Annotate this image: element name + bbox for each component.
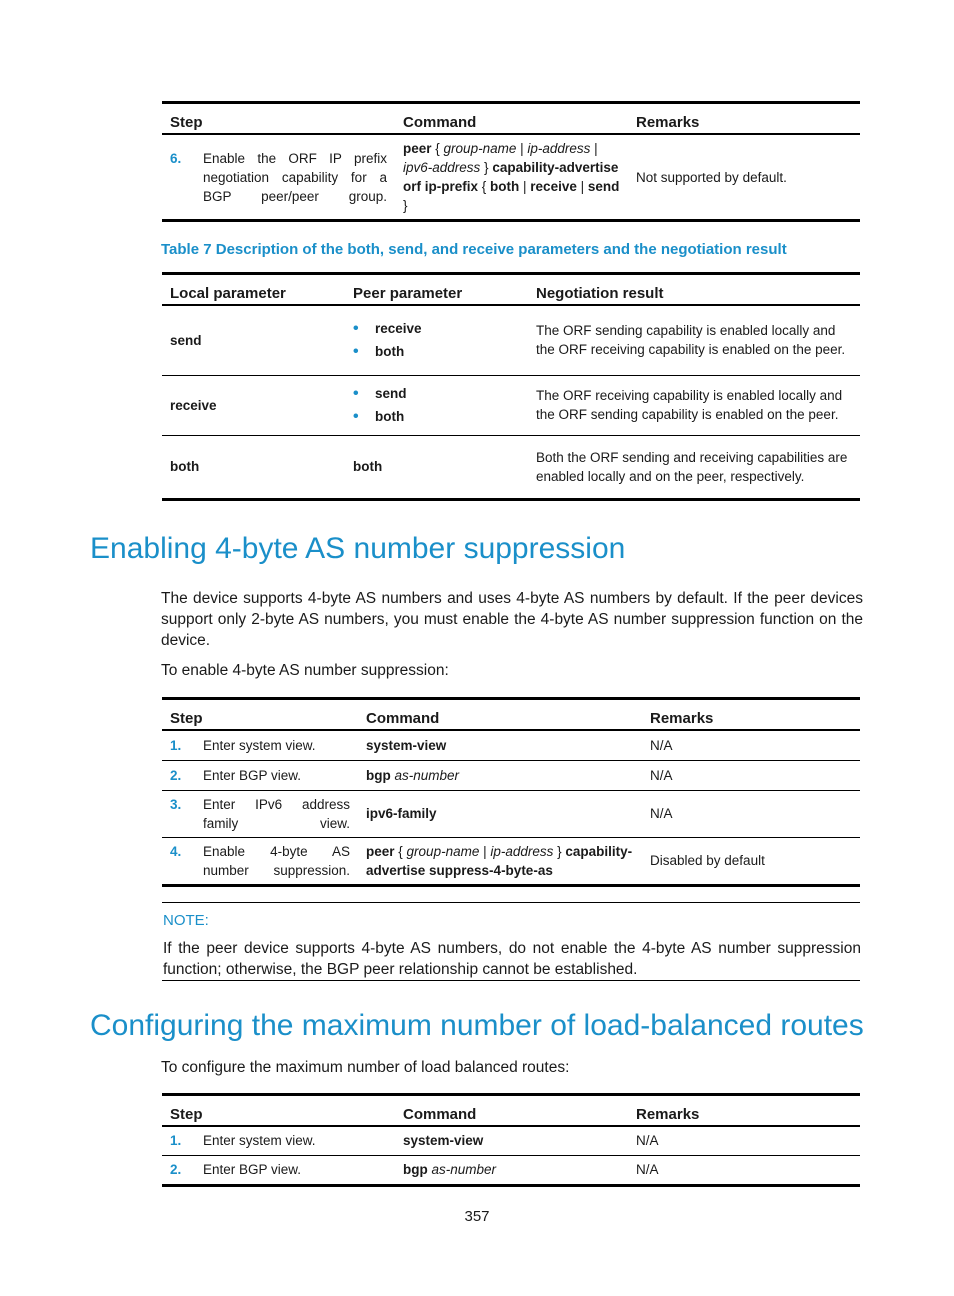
command-cell: peer { group-name | ip-address | ipv6-address } capability-advertise orf ip-prefix { both | receive | send } (403, 141, 620, 213)
command-cell: bgp as-number (403, 1162, 497, 1177)
negotiation-result: The ORF sending capability is enabled locally and the ORF receiving capability is enabled on the peer. (536, 323, 846, 358)
step-number: 4. (170, 843, 182, 859)
step-number: 2. (170, 1162, 182, 1177)
step-number: 1. (170, 1133, 182, 1149)
table-row (162, 760, 860, 790)
negotiation-table (162, 272, 860, 501)
local-parameter: receive (170, 397, 217, 413)
column-header-step: Step (170, 114, 203, 131)
table-row (162, 305, 860, 375)
command-cell: system-view (403, 1133, 484, 1149)
local-parameter: send (170, 332, 202, 348)
negotiation-result: Both the ORF sending and receiving capabilities are enabled locally and on the peer, respectively. (536, 449, 848, 484)
step-number: 2. (170, 767, 182, 783)
list-item: • both (353, 405, 520, 428)
note-text: If the peer device supports 4-byte AS numbers, do not enable the 4-byte AS number suppression function; otherwise, the BGP peer relationship cannot be established. (163, 940, 861, 978)
remarks-cell: N/A (650, 767, 673, 783)
body-paragraph: To configure the maximum number of load balanced routes: (161, 1059, 570, 1076)
table-row (162, 134, 860, 221)
peer-parameter-list (353, 317, 520, 363)
table-row (162, 435, 860, 499)
step-number: 1. (170, 737, 182, 753)
column-header-peer: Peer parameter (353, 285, 463, 302)
column-header-result: Negotiation result (536, 285, 664, 302)
note-label: NOTE: (163, 912, 209, 929)
negotiation-result: The ORF receiving capability is enabled locally and the ORF sending capability is enabled on the peer. (536, 388, 843, 422)
step-description: Enable the ORF IP prefix negotiation capability for a BGP peer/peer group. (203, 150, 387, 204)
command-cell: ipv6-family (366, 806, 437, 821)
table-row (162, 1126, 860, 1155)
table-caption: Table 7 Description of the both, send, and receive parameters and the negotiation result (161, 241, 787, 258)
column-header-local: Local parameter (170, 285, 286, 302)
remarks-cell: Not supported by default. (636, 169, 787, 185)
step-description: Enable 4-byte AS number suppression. (203, 843, 350, 878)
column-header-command: Command (366, 710, 440, 727)
table-row (162, 730, 860, 760)
list-item: • receive (353, 317, 520, 340)
note-box (162, 902, 860, 981)
list-item: • both (353, 340, 520, 363)
step-description: Enter system view. (203, 1133, 316, 1149)
command-cell: bgp as-number (366, 767, 460, 783)
step-number: 6. (170, 150, 182, 166)
remarks-cell: N/A (650, 806, 673, 821)
command-cell: peer { group-name | ip-address } capability-advertise suppress-4-byte-as (366, 843, 633, 878)
step-table-orf (162, 101, 860, 222)
column-header-remarks: Remarks (636, 114, 700, 131)
list-item: • send (353, 382, 520, 405)
remarks-cell: N/A (636, 1162, 659, 1177)
step-description: Enter IPv6 address family view. (203, 796, 350, 831)
column-header-step: Step (170, 1106, 203, 1123)
column-header-step: Step (170, 710, 203, 727)
column-header-command: Command (403, 1106, 477, 1123)
local-parameter: both (170, 459, 200, 474)
step-description: Enter BGP view. (203, 767, 302, 783)
column-header-remarks: Remarks (650, 710, 714, 727)
table-row (162, 1155, 860, 1185)
table-row (162, 790, 860, 837)
page-number: 357 (464, 1208, 490, 1225)
peer-parameter: both (353, 459, 383, 474)
body-paragraph: To enable 4-byte AS number suppression: (161, 662, 449, 679)
command-cell: system-view (366, 737, 447, 753)
step-table-suppression (162, 697, 860, 887)
remarks-cell: N/A (650, 737, 673, 753)
table-row (162, 837, 860, 885)
section-title: Configuring the maximum number of load-balanced routes (90, 1009, 864, 1042)
column-header-command: Command (403, 114, 477, 131)
step-table-load-balance (162, 1093, 860, 1187)
step-number: 3. (170, 796, 182, 812)
step-description: Enter system view. (203, 737, 316, 753)
step-description: Enter BGP view. (203, 1162, 302, 1177)
remarks-cell: Disabled by default (650, 853, 765, 868)
remarks-cell: N/A (636, 1133, 659, 1149)
peer-parameter-list (353, 382, 520, 428)
column-header-remarks: Remarks (636, 1106, 700, 1123)
table-row (162, 375, 860, 435)
section-title: Enabling 4-byte AS number suppression (90, 532, 626, 565)
body-paragraph: The device supports 4-byte AS numbers and uses 4-byte AS numbers by default. If the peer devices support only 2-byte AS numbers, you must enable the 4-byte AS number suppression function on the device. (161, 590, 863, 649)
